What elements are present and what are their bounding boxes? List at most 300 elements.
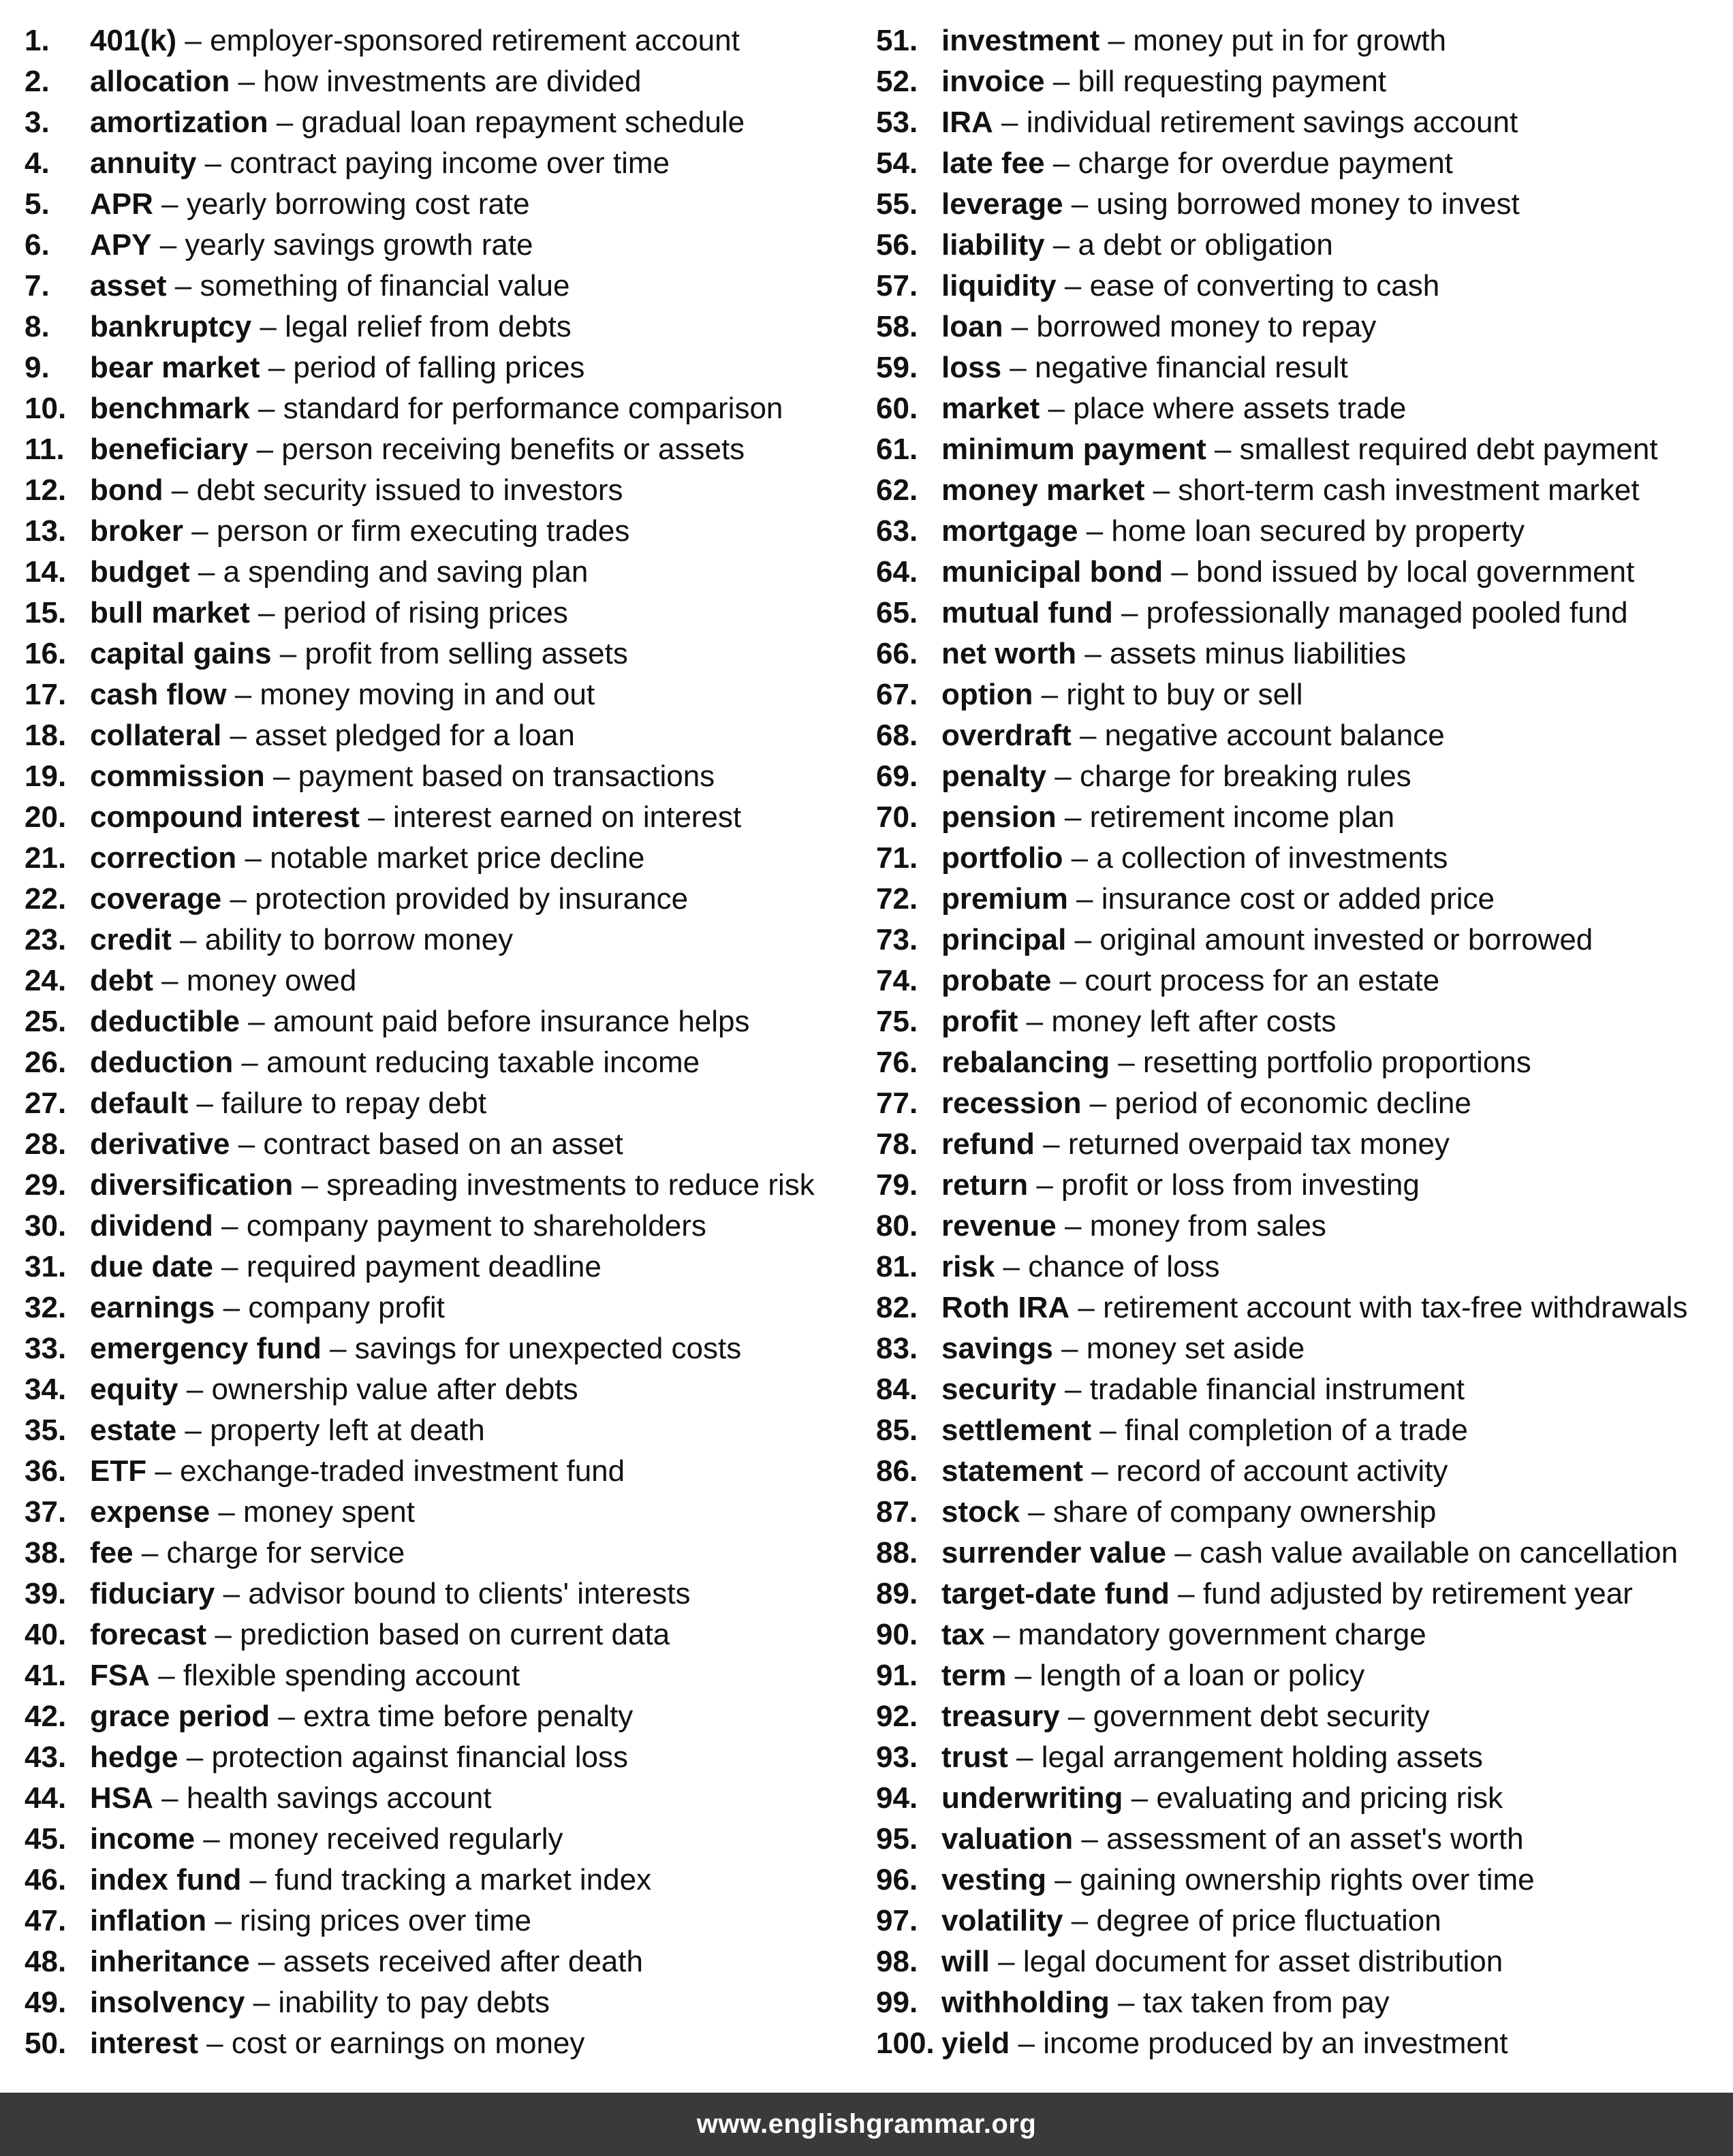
entry-term: bankruptcy — [90, 310, 252, 343]
entry-definition: extra time before penalty — [303, 1700, 634, 1733]
entry-number: 74. — [876, 964, 918, 997]
entry-definition: person receiving benefits or assets — [281, 433, 745, 466]
glossary-entry — [25, 634, 856, 674]
entry-number: 99. — [876, 1986, 918, 2019]
entry-definition: court process for an estate — [1084, 964, 1440, 997]
entry-definition: gradual loan repayment schedule — [301, 106, 745, 139]
entry-number: 32. — [25, 1291, 67, 1324]
entry-separator: – — [1044, 65, 1078, 98]
entry-number: 71. — [876, 841, 918, 875]
glossary-column-left — [25, 20, 856, 2064]
entry-separator: – — [1046, 1863, 1080, 1896]
entry-term: insolvency — [90, 1986, 245, 2019]
entry-definition: charge for overdue payment — [1078, 146, 1453, 180]
entry-definition: charge for service — [166, 1536, 405, 1569]
entry-number: 62. — [876, 473, 918, 507]
entry-term: APR — [90, 187, 153, 221]
entry-definition: profit from selling assets — [305, 637, 628, 670]
entry-separator: – — [1109, 1986, 1143, 2019]
entry-separator: – — [1040, 392, 1074, 425]
entry-definition: professionally managed pooled fund — [1146, 596, 1628, 629]
entry-number: 94. — [876, 1781, 918, 1815]
entry-separator: – — [1033, 678, 1067, 711]
entry-definition: money moving in and out — [260, 678, 595, 711]
entry-term: premium — [941, 882, 1068, 916]
entry-number: 53. — [876, 106, 918, 139]
entry-number: 97. — [876, 1904, 918, 1937]
entry-separator: – — [995, 1250, 1029, 1283]
entry-separator: – — [1034, 1127, 1068, 1161]
entry-number: 61. — [876, 433, 918, 466]
entry-term: annuity — [90, 146, 197, 180]
entry-separator: – — [195, 1822, 228, 1856]
entry-term: compound interest — [90, 800, 360, 834]
glossary-entry — [25, 20, 856, 61]
entry-separator: – — [240, 1005, 273, 1038]
glossary-entry — [876, 1982, 1728, 2023]
entry-number: 45. — [25, 1822, 67, 1856]
entry-number: 20. — [25, 800, 67, 834]
entry-definition: evaluating and pricing risk — [1156, 1781, 1503, 1815]
entry-separator: – — [1063, 841, 1097, 875]
entry-definition: yearly borrowing cost rate — [186, 187, 530, 221]
entry-term: market — [941, 392, 1040, 425]
glossary-entry — [25, 715, 856, 756]
entry-number: 82. — [876, 1291, 918, 1324]
entry-definition: gaining ownership rights over time — [1079, 1863, 1535, 1896]
entry-separator: – — [150, 1659, 183, 1692]
entry-separator: – — [271, 637, 305, 670]
glossary-entry — [25, 1655, 856, 1696]
entry-separator: – — [1081, 1087, 1115, 1120]
glossary-entry — [876, 1941, 1728, 1982]
entry-term: coverage — [90, 882, 222, 916]
entry-number: 4. — [25, 146, 50, 180]
entry-number: 59. — [876, 351, 918, 384]
entry-term: default — [90, 1087, 189, 1120]
entry-number: 28. — [25, 1127, 67, 1161]
glossary-entry — [25, 1941, 856, 1982]
entry-separator: – — [293, 1168, 327, 1202]
glossary-entry — [25, 552, 856, 593]
entry-separator: – — [1066, 923, 1100, 956]
glossary-entry — [876, 552, 1728, 593]
entry-term: late fee — [941, 146, 1045, 180]
entry-number: 40. — [25, 1618, 67, 1651]
entry-separator: – — [1006, 1659, 1040, 1692]
glossary-entry — [25, 225, 856, 266]
entry-term: yield — [941, 2027, 1010, 2060]
entry-number: 56. — [876, 228, 918, 262]
entry-separator: – — [210, 1495, 244, 1529]
entry-separator: – — [1003, 310, 1037, 343]
entry-separator: – — [248, 433, 282, 466]
glossary-entry — [876, 1778, 1728, 1819]
entry-definition: original amount invested or borrowed — [1099, 923, 1593, 956]
entry-definition: money left after costs — [1051, 1005, 1337, 1038]
entry-separator: – — [1144, 473, 1178, 507]
entry-term: FSA — [90, 1659, 150, 1692]
entry-definition: flexible spending account — [183, 1659, 520, 1692]
entry-number: 25. — [25, 1005, 67, 1038]
glossary-entry — [876, 1083, 1728, 1124]
glossary-entry — [25, 1369, 856, 1410]
entry-term: refund — [941, 1127, 1035, 1161]
glossary-entry — [25, 1819, 856, 1860]
entry-number: 63. — [876, 514, 918, 548]
glossary-entry — [25, 879, 856, 920]
entry-term: pension — [941, 800, 1057, 834]
entry-definition: assets received after death — [283, 1945, 643, 1978]
glossary-entry — [876, 1410, 1728, 1451]
entry-number: 96. — [876, 1863, 918, 1896]
entry-separator: – — [206, 1904, 240, 1937]
entry-definition: resetting portfolio proportions — [1142, 1046, 1531, 1079]
entry-separator: – — [146, 1454, 181, 1488]
entry-separator: – — [230, 65, 264, 98]
entry-definition: cost or earnings on money — [231, 2027, 585, 2060]
entry-separator: – — [1056, 269, 1090, 302]
entry-definition: protection against financial loss — [211, 1740, 628, 1774]
entry-term: withholding — [941, 1986, 1110, 2019]
entry-separator: – — [1063, 1904, 1097, 1937]
entry-term: budget — [90, 555, 190, 589]
glossary-entry — [876, 388, 1728, 429]
glossary-entry — [25, 674, 856, 715]
glossary-entry — [876, 20, 1728, 61]
entry-separator: – — [133, 1536, 167, 1569]
entry-definition: ability to borrow money — [204, 923, 514, 956]
entry-separator: – — [1082, 1454, 1117, 1488]
glossary-entry — [25, 1492, 856, 1533]
entry-separator: – — [245, 1986, 279, 2019]
entry-separator: – — [1044, 146, 1078, 180]
entry-term: APY — [90, 228, 152, 262]
entry-number: 30. — [25, 1209, 67, 1243]
entry-number: 89. — [876, 1577, 918, 1610]
entry-separator: – — [171, 923, 205, 956]
entry-number: 49. — [25, 1986, 67, 2019]
entry-number: 88. — [876, 1536, 918, 1569]
glossary-entry — [876, 674, 1728, 715]
glossary-entry — [25, 511, 856, 552]
entry-definition: amount paid before insurance helps — [272, 1005, 750, 1038]
entry-number: 55. — [876, 187, 918, 221]
entry-term: recession — [941, 1087, 1082, 1120]
entry-separator: – — [1091, 1413, 1125, 1447]
glossary-entry — [876, 429, 1728, 470]
entry-number: 51. — [876, 24, 918, 57]
entry-number: 6. — [25, 228, 50, 262]
entry-number: 7. — [25, 269, 50, 302]
glossary-entry — [25, 593, 856, 634]
entry-separator: – — [215, 1577, 249, 1610]
entry-number: 78. — [876, 1127, 918, 1161]
glossary-entry — [25, 143, 856, 184]
entry-term: deduction — [90, 1046, 234, 1079]
entry-term: HSA — [90, 1781, 153, 1815]
entry-number: 92. — [876, 1700, 918, 1733]
entry-separator: – — [1123, 1781, 1157, 1815]
entry-separator: – — [989, 1945, 1023, 1978]
entry-definition: cash value available on cancellation — [1200, 1536, 1679, 1569]
entry-definition: person or firm executing trades — [216, 514, 630, 548]
glossary-entry — [876, 143, 1728, 184]
entry-separator: – — [1010, 2027, 1044, 2060]
entry-separator: – — [183, 514, 217, 548]
entry-term: benchmark — [90, 392, 250, 425]
entry-number: 37. — [25, 1495, 67, 1529]
glossary-entry — [25, 1287, 856, 1328]
glossary-entry — [25, 1206, 856, 1247]
glossary-entry — [876, 184, 1728, 225]
entry-definition: profit or loss from investing — [1061, 1168, 1420, 1202]
entry-number: 79. — [876, 1168, 918, 1202]
entry-number: 100. — [876, 2027, 935, 2060]
entry-separator: – — [264, 760, 298, 793]
entry-term: tax — [941, 1618, 985, 1651]
entry-definition: standard for performance comparison — [283, 392, 783, 425]
entry-definition: company profit — [248, 1291, 445, 1324]
entry-number: 66. — [876, 637, 918, 670]
entry-term: estate — [90, 1413, 177, 1447]
entry-term: due date — [90, 1250, 213, 1283]
entry-definition: smallest required debt payment — [1239, 433, 1658, 466]
glossary-entry — [25, 1001, 856, 1042]
entry-separator: – — [1163, 555, 1197, 589]
entry-definition: failure to repay debt — [221, 1087, 487, 1120]
glossary-entry — [25, 2023, 856, 2064]
entry-term: trust — [941, 1740, 1008, 1774]
entry-term: emergency fund — [90, 1332, 322, 1365]
entry-term: mutual fund — [941, 596, 1113, 629]
glossary-entry — [25, 1328, 856, 1369]
entry-separator: – — [188, 1087, 222, 1120]
entry-definition: borrowed money to repay — [1036, 310, 1377, 343]
glossary-entry — [876, 511, 1728, 552]
entry-definition: retirement account with tax-free withdrawals — [1103, 1291, 1688, 1324]
entry-separator: – — [206, 1618, 240, 1651]
entry-definition: fund tracking a market index — [275, 1863, 652, 1896]
entry-separator: – — [198, 2027, 232, 2060]
entry-term: forecast — [90, 1618, 207, 1651]
glossary-entry — [25, 756, 856, 797]
entry-number: 18. — [25, 719, 67, 752]
entry-separator: – — [236, 841, 270, 875]
entry-separator: – — [221, 882, 255, 916]
entry-separator: – — [1166, 1536, 1200, 1569]
glossary-entry — [876, 1287, 1728, 1328]
entry-term: loan — [941, 310, 1003, 343]
entry-definition: right to buy or sell — [1066, 678, 1303, 711]
glossary-entry — [876, 1206, 1728, 1247]
entry-number: 93. — [876, 1740, 918, 1774]
glossary-entry — [876, 797, 1728, 838]
entry-separator: – — [213, 1209, 247, 1243]
entry-number: 16. — [25, 637, 67, 670]
entry-number: 87. — [876, 1495, 918, 1529]
entry-definition: individual retirement savings account — [1026, 106, 1518, 139]
entry-definition: place where assets trade — [1073, 392, 1407, 425]
glossary-entry — [876, 2023, 1728, 2064]
glossary-entry — [25, 797, 856, 838]
entry-separator: – — [993, 106, 1027, 139]
entry-definition: money put in for growth — [1133, 24, 1447, 57]
entry-number: 68. — [876, 719, 918, 752]
glossary-entry — [25, 1696, 856, 1737]
entry-definition: share of company ownership — [1052, 1495, 1437, 1529]
entry-number: 70. — [876, 800, 918, 834]
entry-term: inheritance — [90, 1945, 250, 1978]
entry-term: amortization — [90, 106, 268, 139]
glossary-entry — [25, 307, 856, 347]
entry-separator: – — [1109, 1046, 1143, 1079]
entry-term: stock — [941, 1495, 1020, 1529]
entry-term: municipal bond — [941, 555, 1164, 589]
entry-definition: bond issued by local government — [1196, 555, 1635, 589]
entry-separator: – — [151, 228, 185, 262]
entry-term: commission — [90, 760, 265, 793]
entry-number: 84. — [876, 1373, 918, 1406]
footer-website-link[interactable]: www.englishgrammar.org — [696, 2109, 1037, 2139]
entry-definition: asset pledged for a loan — [255, 719, 575, 752]
entry-number: 75. — [876, 1005, 918, 1038]
entry-definition: home loan secured by property — [1111, 514, 1525, 548]
entry-separator: – — [1028, 1168, 1062, 1202]
entry-separator: – — [178, 1373, 212, 1406]
entry-term: net worth — [941, 637, 1076, 670]
glossary-entry — [25, 1737, 856, 1778]
entry-term: bull market — [90, 596, 250, 629]
entry-number: 73. — [876, 923, 918, 956]
entry-term: credit — [90, 923, 172, 956]
entry-separator: – — [215, 1291, 249, 1324]
entry-term: treasury — [941, 1700, 1060, 1733]
entry-number: 83. — [876, 1332, 918, 1365]
entry-definition: debt security issued to investors — [196, 473, 623, 507]
entry-term: vesting — [941, 1863, 1047, 1896]
glossary-entry — [25, 1247, 856, 1287]
entry-number: 50. — [25, 2027, 67, 2060]
glossary-entry — [25, 61, 856, 102]
entry-separator: – — [1063, 187, 1097, 221]
entry-number: 10. — [25, 392, 67, 425]
glossary-entry — [876, 1042, 1728, 1083]
entry-term: surrender value — [941, 1536, 1167, 1569]
entry-separator: – — [153, 187, 187, 221]
entry-term: expense — [90, 1495, 210, 1529]
entry-definition: mandatory government charge — [1018, 1618, 1426, 1651]
entry-definition: returned overpaid tax money — [1067, 1127, 1450, 1161]
entry-separator: – — [163, 473, 197, 507]
entry-definition: interest earned on interest — [392, 800, 742, 834]
entry-definition: health savings account — [186, 1781, 492, 1815]
entry-definition: required payment deadline — [246, 1250, 602, 1283]
entry-definition: employer-sponsored retirement account — [210, 24, 740, 57]
glossary-entry — [876, 1819, 1728, 1860]
glossary-entry — [25, 1901, 856, 1941]
entry-number: 36. — [25, 1454, 67, 1488]
entry-definition: negative account balance — [1104, 719, 1445, 752]
glossary-entry — [25, 1574, 856, 1614]
glossary-entry — [25, 388, 856, 429]
glossary-entry — [876, 1574, 1728, 1614]
entry-definition: money owed — [186, 964, 357, 997]
entry-number: 38. — [25, 1536, 67, 1569]
entry-number: 22. — [25, 882, 67, 916]
entry-term: rebalancing — [941, 1046, 1110, 1079]
entry-term: will — [941, 1945, 990, 1978]
entry-term: grace period — [90, 1700, 270, 1733]
entry-number: 44. — [25, 1781, 67, 1815]
entry-separator: – — [233, 1046, 267, 1079]
entry-term: allocation — [90, 65, 230, 98]
entry-number: 85. — [876, 1413, 918, 1447]
entry-term: return — [941, 1168, 1029, 1202]
entry-number: 24. — [25, 964, 67, 997]
entry-separator: – — [226, 678, 260, 711]
glossary-entry — [25, 960, 856, 1001]
entry-separator: – — [1067, 882, 1102, 916]
glossary-entry — [876, 225, 1728, 266]
entry-number: 43. — [25, 1740, 67, 1774]
entry-number: 21. — [25, 841, 67, 875]
entry-separator: – — [1056, 1209, 1090, 1243]
entry-definition: negative financial result — [1034, 351, 1348, 384]
entry-term: invoice — [941, 65, 1045, 98]
entry-separator: – — [260, 351, 294, 384]
entry-number: 3. — [25, 106, 50, 139]
entry-definition: assessment of an asset's worth — [1106, 1822, 1524, 1856]
footer-bar — [0, 2093, 1733, 2156]
entry-separator: – — [1056, 800, 1090, 834]
entry-term: correction — [90, 841, 237, 875]
entry-number: 19. — [25, 760, 67, 793]
entry-separator: – — [1008, 1740, 1042, 1774]
entry-number: 64. — [876, 555, 918, 589]
entry-number: 81. — [876, 1250, 918, 1283]
glossary-entry — [25, 1982, 856, 2023]
glossary-entry — [876, 593, 1728, 634]
glossary-entry — [25, 184, 856, 225]
entry-number: 95. — [876, 1822, 918, 1856]
entry-number: 17. — [25, 678, 67, 711]
entry-separator: – — [1046, 760, 1080, 793]
entry-number: 42. — [25, 1700, 67, 1733]
entry-number: 11. — [25, 433, 65, 466]
entry-term: valuation — [941, 1822, 1074, 1856]
glossary-entry — [876, 347, 1728, 388]
entry-number: 90. — [876, 1618, 918, 1651]
entry-definition: legal relief from debts — [285, 310, 572, 343]
entry-definition: period of falling prices — [293, 351, 585, 384]
glossary-entry — [876, 102, 1728, 143]
entry-separator: – — [984, 1618, 1018, 1651]
glossary-entry — [876, 1328, 1728, 1369]
entry-separator: – — [1169, 1577, 1203, 1610]
glossary-entry — [876, 634, 1728, 674]
glossary-entry — [25, 1124, 856, 1165]
entry-term: penalty — [941, 760, 1047, 793]
glossary-entry — [876, 1737, 1728, 1778]
entry-number: 57. — [876, 269, 918, 302]
entry-separator: – — [360, 800, 393, 834]
entry-term: overdraft — [941, 719, 1072, 752]
entry-term: derivative — [90, 1127, 230, 1161]
entry-definition: company payment to shareholders — [246, 1209, 706, 1243]
glossary-entry — [25, 1410, 856, 1451]
entry-separator: – — [230, 1127, 264, 1161]
